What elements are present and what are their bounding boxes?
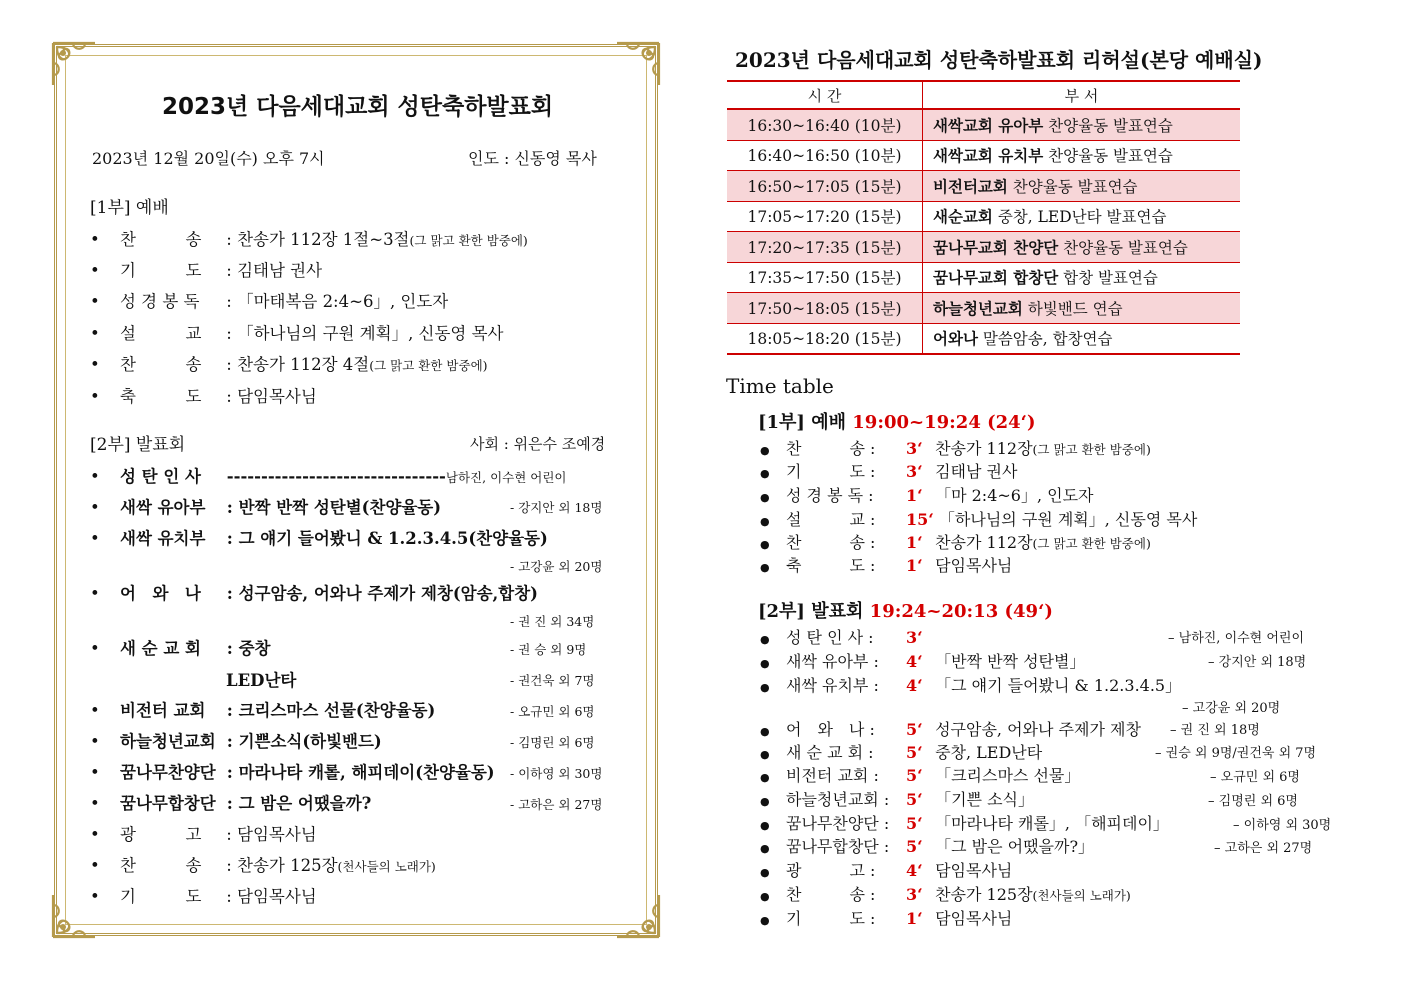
rehearsal-desc: 찬양율동 발표연습	[1007, 177, 1138, 196]
corner-ornament-icon	[615, 893, 661, 939]
rehearsal-dept-cell	[923, 171, 1241, 202]
item-note: (그 맑고 환한 밤중에)	[1032, 536, 1151, 551]
bullet: ●	[760, 491, 770, 504]
item-minutes: 1‘	[906, 533, 923, 552]
item-note: (그 맑고 환한 밤중에)	[1032, 442, 1151, 457]
performer-count: – 강지안 외 18명	[1208, 655, 1307, 670]
rehearsal-dept: 새싹교회 유아부	[933, 115, 1044, 135]
bullet: •	[90, 529, 100, 548]
item-group: 찬 송	[120, 856, 202, 875]
bullet: •	[90, 701, 100, 720]
bullet: •	[90, 639, 100, 658]
rehearsal-time: 17:05~17:20 (15분)	[727, 201, 923, 232]
performer-count: - 권건욱 외 7명	[510, 673, 595, 688]
part1-item	[90, 257, 322, 281]
part2-item	[90, 525, 548, 549]
bullet: ●	[760, 795, 770, 808]
performer-count: - 고강윤 외 20명	[510, 559, 603, 574]
item-content: 중창, LED난타	[930, 743, 1043, 762]
item-minutes: 1‘	[906, 556, 923, 575]
rehearsal-time: 17:50~18:05 (15분)	[727, 293, 923, 324]
bullet: •	[90, 825, 100, 844]
bullet: ●	[760, 914, 770, 927]
rehearsal-dept: 새순교회	[933, 207, 993, 227]
item-content: --------------------------------	[221, 467, 446, 486]
part2-item	[90, 759, 495, 783]
bullet: •	[90, 584, 100, 603]
performer-count: - 이하영 외 30명	[510, 766, 603, 781]
item-minutes: 4‘	[906, 652, 923, 671]
part2-heading: [2부] 발표회	[90, 435, 186, 455]
rehearsal-dept: 새싹교회 유치부	[933, 146, 1044, 166]
timetable-part2-item	[760, 811, 1169, 834]
bullet: •	[90, 355, 100, 374]
rehearsal-dept-cell	[923, 109, 1241, 140]
item-note: (그 맑고 환한 밤중에)	[409, 233, 528, 248]
timetable-part1-item	[760, 507, 1197, 530]
rehearsal-dept-cell	[923, 323, 1241, 354]
program-date: 2023년 12월 20일(수) 오후 7시	[92, 149, 325, 168]
part2-item	[90, 580, 538, 604]
performer-count: – 남하진, 이수현 어린이	[1168, 631, 1305, 646]
item-role: 설 교	[120, 324, 202, 343]
item-content: : 마라나타 캐롤, 해피데이(찬양율동)	[221, 763, 495, 782]
performer-count: - 권 진 외 34명	[510, 614, 595, 629]
timetable-part2-item	[760, 717, 1141, 740]
program-leader: 인도 : 신동영 목사	[468, 149, 597, 168]
item-content: 담임목사님	[930, 861, 1013, 880]
item-role: 축 도	[120, 387, 202, 406]
item-group: 성 탄 인 사	[120, 467, 201, 486]
bullet: •	[90, 324, 100, 343]
bullet: ●	[760, 866, 770, 879]
rehearsal-dept-cell	[923, 232, 1241, 263]
part2-item	[90, 852, 436, 876]
separator: :	[221, 324, 238, 343]
bullet: •	[90, 292, 100, 311]
header-dept: 부 서	[923, 81, 1241, 109]
part2-item	[90, 790, 371, 814]
item-content: 「그 밤은 어땠을까?」	[930, 837, 1095, 856]
item-content: 「그 얘기 들어봤니 & 1.2.3.4.5」	[930, 676, 1182, 695]
item-content: 찬송가 112장 4절	[237, 355, 370, 374]
header-time: 시 간	[727, 81, 923, 109]
rehearsal-desc: 찬양율동 발표연습	[1043, 116, 1173, 135]
performer-count: – 김명린 외 6명	[1208, 794, 1298, 809]
item-role: 설 교 :	[786, 510, 876, 529]
rehearsal-desc: 하빛밴드 연습	[1022, 299, 1123, 318]
separator: :	[221, 355, 238, 374]
part2-item	[90, 697, 435, 721]
item-content: 성구암송, 어와나 주제가 제창	[930, 720, 1141, 739]
item-content: 「크리스마스 선물」	[930, 766, 1081, 785]
item-group: 꿈나무합창단 :	[786, 837, 890, 856]
bullet: •	[90, 261, 100, 280]
item-role: 성 경 봉 독 :	[786, 486, 874, 505]
item-content: 김태남 권사	[930, 462, 1018, 481]
item-content: : 크리스마스 선물(찬양율동)	[221, 701, 436, 720]
rehearsal-body	[727, 109, 1240, 354]
timetable-part2-item	[760, 834, 1094, 857]
rehearsal-desc: 찬양율동 발표연습	[1043, 147, 1173, 166]
performer-count: - 권 승 외 9명	[510, 642, 587, 657]
item-content: : 그 얘기 들어봤니 & 1.2.3.4.5(찬양율동)	[221, 529, 548, 548]
timetable-part1-item	[760, 459, 1017, 482]
item-group: 성 탄 인 사 :	[786, 628, 874, 647]
rehearsal-table	[727, 80, 1240, 355]
item-content: 「마라나타 캐롤」, 「해피데이」	[930, 814, 1169, 833]
part1-item	[90, 383, 317, 407]
timetable-part2-heading	[758, 597, 1053, 623]
bullet: •	[90, 763, 100, 782]
item-minutes: 15‘	[906, 510, 934, 529]
timetable-part2-item	[760, 625, 930, 648]
item-content: 찬송가 112장 1절~3절	[237, 230, 410, 249]
rehearsal-dept: 비전터교회	[933, 176, 1008, 196]
timetable-part2-time: 19:24~20:13 (49‘)	[869, 601, 1053, 622]
item-minutes: 4‘	[906, 861, 923, 880]
performer-count: - 강지안 외 18명	[510, 500, 603, 515]
item-group: 새싹 유아부 :	[786, 652, 879, 671]
timetable-title: Time table	[726, 374, 834, 398]
item-group: 비전터 교회 :	[786, 766, 879, 785]
item-content: 「기쁜 소식」	[930, 790, 1034, 809]
rehearsal-time: 17:20~17:35 (15분)	[727, 232, 923, 263]
timetable-part1-item	[760, 483, 1094, 506]
item-group: 하늘청년교회 :	[786, 790, 890, 809]
rehearsal-row	[727, 109, 1240, 140]
rehearsal-time: 16:50~17:05 (15분)	[727, 171, 923, 202]
bullet: ●	[760, 515, 770, 528]
bullet: ●	[760, 561, 770, 574]
timetable-part1-item	[760, 553, 1012, 576]
item-minutes: 5‘	[906, 790, 923, 809]
part2-item	[90, 667, 296, 691]
timetable-part1-time: 19:00~19:24 (24‘)	[852, 412, 1036, 433]
bullet: ●	[760, 842, 770, 855]
bullet: •	[90, 230, 100, 249]
rehearsal-row	[727, 171, 1240, 202]
rehearsal-desc: 합창 발표연습	[1058, 269, 1158, 288]
item-content: : 그 밤은 어땠을까?	[221, 794, 372, 813]
separator: :	[221, 230, 238, 249]
item-content: 「마태복음 2:4~6」, 인도자	[237, 292, 449, 311]
item-group: 광 고 :	[786, 861, 876, 880]
item-minutes: 4‘	[906, 676, 923, 695]
rehearsal-dept-cell	[923, 201, 1241, 232]
item-group: 새싹 유치부 :	[786, 676, 879, 695]
item-minutes: 3‘	[906, 439, 923, 458]
item-group: 꿈나무찬양단	[120, 763, 216, 782]
timetable-part2-item	[760, 858, 1012, 881]
performer-count: – 권승 외 9명/권건욱 외 7명	[1155, 746, 1317, 761]
timetable-part1-item	[760, 436, 1151, 459]
item-content: : 반짝 반짝 성탄별(찬양율동)	[221, 498, 442, 517]
item-minutes: 5‘	[906, 814, 923, 833]
item-note: (천사들의 노래가)	[337, 859, 436, 874]
bullet: •	[90, 498, 100, 517]
item-content: 김태남 권사	[237, 261, 323, 280]
timetable-part2-label: [2부] 발표회	[758, 601, 864, 622]
performer-count: - 김명린 외 6명	[510, 735, 595, 750]
item-content: : 담임목사님	[221, 887, 317, 906]
bullet: ●	[760, 725, 770, 738]
item-content: : 담임목사님	[221, 825, 317, 844]
bullet: ●	[760, 819, 770, 832]
item-group: 찬 송 :	[786, 885, 876, 904]
bullet: •	[90, 794, 100, 813]
part2-item	[90, 463, 567, 487]
item-group: 광 고	[120, 825, 202, 844]
rehearsal-row	[727, 201, 1240, 232]
item-group: 꿈나무합창단	[120, 794, 216, 813]
item-content: 「마 2:4~6」, 인도자	[930, 486, 1094, 505]
item-minutes: 5‘	[906, 720, 923, 739]
rehearsal-dept: 꿈나무교회 찬양단	[933, 237, 1059, 257]
part2-item	[90, 494, 441, 518]
rehearsal-desc: 찬양율동 발표연습	[1058, 238, 1188, 257]
item-minutes: 5‘	[906, 837, 923, 856]
item-role: 찬 송	[120, 355, 202, 374]
rehearsal-time: 17:35~17:50 (15분)	[727, 262, 923, 293]
item-role: 축 도 :	[786, 556, 876, 575]
part1-item	[90, 320, 504, 344]
item-group: 새 순 교 회	[120, 639, 201, 658]
item-content: 「하나님의 구원 계획」, 신동영 목사	[933, 510, 1198, 529]
item-minutes: 3‘	[906, 462, 923, 481]
bullet: ●	[760, 890, 770, 903]
timetable-part1-heading	[758, 408, 1035, 434]
item-minutes: 5‘	[906, 743, 923, 762]
performer-count: - 오규민 외 6명	[510, 704, 595, 719]
rehearsal-dept: 어와나	[933, 329, 978, 349]
item-role: 기 도 :	[786, 462, 876, 481]
item-role: 기 도	[120, 261, 202, 280]
item-content: 찬송가 112장	[930, 533, 1033, 552]
timetable-part2-item	[760, 906, 1012, 929]
rehearsal-time: 16:40~16:50 (10분)	[727, 140, 923, 171]
item-minutes: 1‘	[906, 909, 923, 928]
performer-count: - 고하은 외 27명	[510, 797, 603, 812]
part1-item	[90, 288, 448, 312]
item-content: 「하나님의 구원 계획」, 신동영 목사	[237, 324, 504, 343]
timetable-part1-item	[760, 530, 1151, 553]
item-content: : 기쁜소식(하빛밴드)	[221, 732, 382, 751]
item-minutes: 5‘	[906, 766, 923, 785]
item-content: 찬송가 112장	[930, 439, 1033, 458]
corner-ornament-icon	[51, 41, 97, 87]
item-group: 어 와 나 :	[786, 720, 875, 739]
rehearsal-title: 2023년 다음세대교회 성탄축하발표회 리허설(본당 예배실)	[735, 48, 1263, 72]
rehearsal-dept-cell	[923, 262, 1241, 293]
item-role: 찬 송	[120, 230, 202, 249]
item-content: 담임목사님	[930, 556, 1013, 575]
corner-ornament-icon	[615, 41, 661, 87]
rehearsal-dept: 하늘청년교회	[933, 298, 1023, 318]
item-content: LED난타	[226, 671, 297, 690]
item-note: (그 맑고 환한 밤중에)	[369, 358, 488, 373]
item-group: 꿈나무찬양단 :	[786, 814, 890, 833]
item-minutes: 3‘	[906, 628, 923, 647]
part1-heading: [1부] 예배	[90, 198, 169, 218]
item-role: 찬 송 :	[786, 533, 876, 552]
rehearsal-dept-cell	[923, 140, 1241, 171]
bullet: •	[90, 732, 100, 751]
rehearsal-row	[727, 232, 1240, 263]
item-content: : 성구암송, 어와나 주제가 제창(암송,합창)	[221, 584, 538, 603]
timetable-part2-item	[760, 787, 1034, 810]
performer-count: – 고강윤 외 20명	[1182, 701, 1281, 716]
item-content: 담임목사님	[930, 909, 1013, 928]
part2-item	[90, 821, 317, 845]
timetable-part2-item	[760, 882, 1131, 905]
rehearsal-row	[727, 140, 1240, 171]
timetable-part2-item	[760, 763, 1080, 786]
item-minutes: 3‘	[906, 885, 923, 904]
bullet: ●	[760, 657, 770, 670]
performer-count: – 고하은 외 27명	[1214, 841, 1313, 856]
item-group: 새싹 유아부	[120, 498, 206, 517]
item-content: : 찬송가 125장	[221, 856, 338, 875]
rehearsal-header-row	[727, 81, 1240, 109]
rehearsal-time: 16:30~16:40 (10분)	[727, 109, 923, 140]
bullet: ●	[760, 681, 770, 694]
bullet: •	[90, 887, 100, 906]
timetable-part2-item	[760, 673, 1181, 696]
separator: :	[221, 387, 238, 406]
item-note: (천사들의 노래가)	[1032, 888, 1131, 903]
performer-count: – 오규민 외 6명	[1210, 770, 1300, 785]
rehearsal-row	[727, 262, 1240, 293]
separator: :	[221, 261, 238, 280]
rehearsal-dept: 꿈나무교회 합창단	[933, 268, 1059, 288]
part2-item	[90, 883, 317, 907]
part2-item	[90, 635, 270, 659]
item-content: 「반짝 반짝 성탄별」	[930, 652, 1086, 671]
bullet: •	[90, 387, 100, 406]
item-group: 새싹 유치부	[120, 529, 206, 548]
item-group: 어 와 나	[120, 584, 201, 603]
item-group: 새 순 교 회 :	[786, 743, 874, 762]
rehearsal-desc: 말씀암송, 합창연습	[977, 330, 1113, 349]
performer-count: – 권 진 외 18명	[1170, 723, 1260, 738]
rehearsal-row	[727, 323, 1240, 354]
item-content: 찬송가 125장	[930, 885, 1033, 904]
item-role: 성 경 봉 독	[120, 292, 200, 311]
rehearsal-dept-cell	[923, 293, 1241, 324]
bullet: •	[90, 856, 100, 875]
item-group: 기 도	[120, 887, 202, 906]
rehearsal-time: 18:05~18:20 (15분)	[727, 323, 923, 354]
part1-item	[90, 351, 488, 375]
bullet: ●	[760, 748, 770, 761]
separator: :	[221, 292, 238, 311]
bullet: ●	[760, 467, 770, 480]
item-group: 하늘청년교회	[120, 732, 216, 751]
part2-item	[90, 728, 382, 752]
timetable-part1-label: [1부] 예배	[758, 412, 846, 433]
rehearsal-row	[727, 293, 1240, 324]
item-group: 기 도 :	[786, 909, 876, 928]
bullet: ●	[760, 444, 770, 457]
bullet: ●	[760, 538, 770, 551]
item-content: 담임목사님	[237, 387, 317, 406]
bullet: ●	[760, 633, 770, 646]
item-content: : 중창	[221, 639, 271, 658]
item-note: 남하진, 이수현 어린이	[445, 470, 567, 485]
timetable-part2-item	[760, 740, 1042, 763]
part1-item	[90, 226, 528, 250]
program-title: 2023년 다음세대교회 성탄축하발표회	[162, 94, 554, 120]
rehearsal-desc: 중창, LED난타 발표연습	[992, 208, 1167, 227]
part2-host: 사회 : 위은수 조예경	[470, 435, 606, 453]
performer-count: – 이하영 외 30명	[1233, 818, 1332, 833]
item-group: 비전터 교회	[120, 701, 206, 720]
timetable-part2-item	[760, 649, 1085, 672]
item-role: 찬 송 :	[786, 439, 876, 458]
item-minutes: 1‘	[906, 486, 923, 505]
bullet: •	[90, 467, 100, 486]
bullet: ●	[760, 771, 770, 784]
